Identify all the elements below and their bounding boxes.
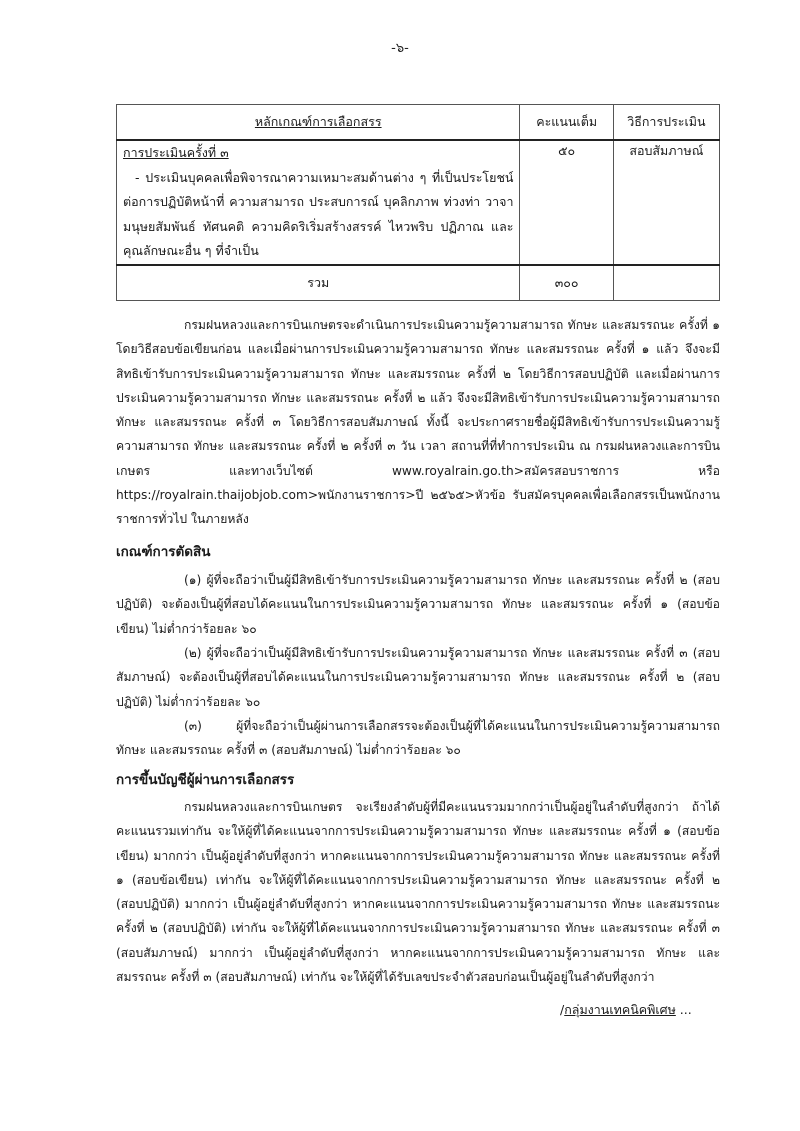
header-method: วิธีการประเมิน: [613, 105, 719, 141]
decision-item-1: (๑) ผู้ที่จะถือว่าเป็นผู้มีสิทธิเข้ารับการประเมินความรู้ความสามารถ ทักษะ และสมรรถนะ ครั้งที่ ๒ (สอบปฏิบัติ) จะต้องเป็นผู้ที่สอบได้คะแนนในการประเมินความรู้ความสามารถ ทักษะ และสมรรถนะ ครั้งที่ ๑ (สอบข้อเขียน) ไม่ต่ำกว่าร้อยละ ๖๐: [116, 573, 720, 636]
score-cell: ๕๐: [520, 140, 613, 265]
ranking-paragraph: กรมฝนหลวงและการบินเกษตร จะเรียงลำดับผู้ที่มีคะแนนรวมมากกว่าเป็นผู้อยู่ในลำดับที่สูงกว่า ถ้าได้คะแนนรวมเท่ากัน จะให้ผู้ที่ได้คะแนนจากการประเมินความรู้ความสามารถ ทักษะ และสมรรถนะ ครั้งที่ ๑ (สอบข้อเขียน) มากกว่า เป็นผู้อยู่ลำดับที่สูงกว่า หากคะแนนจากการประเมินความรู้ความสามารถ ทักษะ และสมรรถนะ ครั้งที่ ๑ (สอบข้อเขียน) เท่ากัน จะให้ผู้ที่ได้คะแนนจากการประเมินความรู้ความสามารถ ทักษะ และสมรรถนะ ครั้งที่ ๒ (สอบปฏิบัติ) มากกว่า เป็นผู้อยู่ลำดับที่สูงกว่า หากคะแนนจากการประเมินความรู้ความสามารถ ทักษะ และสมรรถนะ ครั้งที่ ๒ (สอบปฏิบัติ) เท่ากัน จะให้ผู้ที่ได้คะแนนจากการประเมินความรู้ความสามารถ ทักษะ และสมรรถนะ ครั้งที่ ๓ (สอบสัมภาษณ์) มากกว่า เป็นผู้อยู่ลำดับที่สูงกว่า หากคะแนนจากการประเมินความรู้ความสามารถ ทักษะ และสมรรถนะ ครั้งที่ ๓ (สอบสัมภาษณ์) เท่ากัน จะให้ผู้ที่ได้รับเลขประจำตัวสอบก่อนเป็นผู้อยู่ในลำดับที่สูงกว่า: [116, 800, 720, 985]
decision-item-3: (๓) ผู้ที่จะถือว่าเป็นผู้ผ่านการเลือกสรรจะต้องเป็นผู้ที่ได้คะแนนในการประเมินความรู้ความสามารถ ทักษะ และสมรรถนะ ครั้งที่ ๓ (สอบสัมภาษณ์) ไม่ต่ำกว่าร้อยละ ๖๐: [116, 719, 720, 758]
header-criteria: หลักเกณฑ์การเลือกสรร: [117, 105, 520, 141]
total-score: ๓๐๐: [520, 265, 613, 301]
total-method: [613, 265, 719, 301]
header-full-score: คะแนนเต็ม: [520, 105, 613, 141]
ranking-heading: การขึ้นบัญชีผู้ผ่านการเลือกสรร: [116, 772, 295, 788]
table-header-row: [117, 105, 720, 141]
total-label: รวม: [117, 265, 520, 301]
continuation-note: /กลุ่มงานเทคนิคพิเศษ ...: [560, 1002, 692, 1017]
intro-paragraph: กรมฝนหลวงและการบินเกษตรจะดำเนินการประเมินความรู้ความสามารถ ทักษะ และสมรรถนะ ครั้งที่ ๑ โดยวิธีสอบข้อเขียนก่อน และเมื่อผ่านการประเมินความรู้ความสามารถ ทักษะ และสมรรถนะ ครั้งที่ ๑ แล้ว จึงจะมีสิทธิเข้ารับการประเมินความรู้ความสามารถ ทักษะ และสมรรถนะ ครั้งที่ ๒ โดยวิธีการสอบปฏิบัติ และเมื่อผ่านการประเมินความรู้ความสามารถ ทักษะ และสมรรถนะ ครั้งที่ ๒ แล้ว จึงจะมีสิทธิเข้ารับการประเมินความรู้ความสามารถ ทักษะ และสมรรถนะ ครั้งที่ ๓ โดยวิธีการสอบสัมภาษณ์ ทั้งนี้ จะประกาศรายชื่อผู้มีสิทธิเข้ารับการประเมินความรู้ความสามารถ ทักษะ และสมรรถนะ ครั้งที่ ๒ ครั้งที่ ๓ วัน เวลา สถานที่ที่ทำการประเมิน ณ กรมฝนหลวงและการบินเกษตร และทางเว็บไซต์ www.royalrain.go.th>สมัครสอบราชการ หรือ https://royalrain.thaijobjob.com>พนักงานราชการ>ปี ๒๕๖๕>หัวข้อ รับสมัครบุคคลเพื่อเลือกสรรเป็นพนักงานราชการทั่วไป ในภายหลัง: [116, 318, 720, 527]
table-row: [117, 140, 720, 265]
round-title: การประเมินครั้งที่ ๓: [123, 145, 229, 160]
selection-criteria-table: [116, 104, 720, 301]
round-description: - ประเมินบุคคลเพื่อพิจารณาความเหมาะสมด้านต่าง ๆ ที่เป็นประโยชน์ต่อการปฏิบัติหน้าที่ ความสามารถ ประสบการณ์ บุคลิกภาพ ท่วงท่า วาจา มนุษยสัมพันธ์ ทัศนคติ ความคิดริเริ่มสร้างสรรค์ ไหวพริบ ปฏิภาณ และคุณลักษณะอื่น ๆ ที่จำเป็น: [123, 169, 514, 258]
page-number: -๖-: [391, 41, 409, 56]
method-cell: สอบสัมภาษณ์: [613, 140, 719, 265]
criteria-cell: [117, 140, 520, 265]
decision-criteria-heading: เกณฑ์การตัดสิน: [116, 544, 211, 560]
continuation-section-name: กลุ่มงานเทคนิคพิเศษ: [564, 1002, 676, 1017]
decision-item-2: (๒) ผู้ที่จะถือว่าเป็นผู้มีสิทธิเข้ารับการประเมินความรู้ความสามารถ ทักษะ และสมรรถนะ ครั้งที่ ๓ (สอบสัมภาษณ์) จะต้องเป็นผู้ที่สอบได้คะแนนในการประเมินความรู้ความสามารถ ทักษะ และสมรรถนะ ครั้งที่ ๒ (สอบปฏิบัติ) ไม่ต่ำกว่าร้อยละ ๖๐: [116, 646, 720, 709]
total-row: [117, 265, 720, 301]
